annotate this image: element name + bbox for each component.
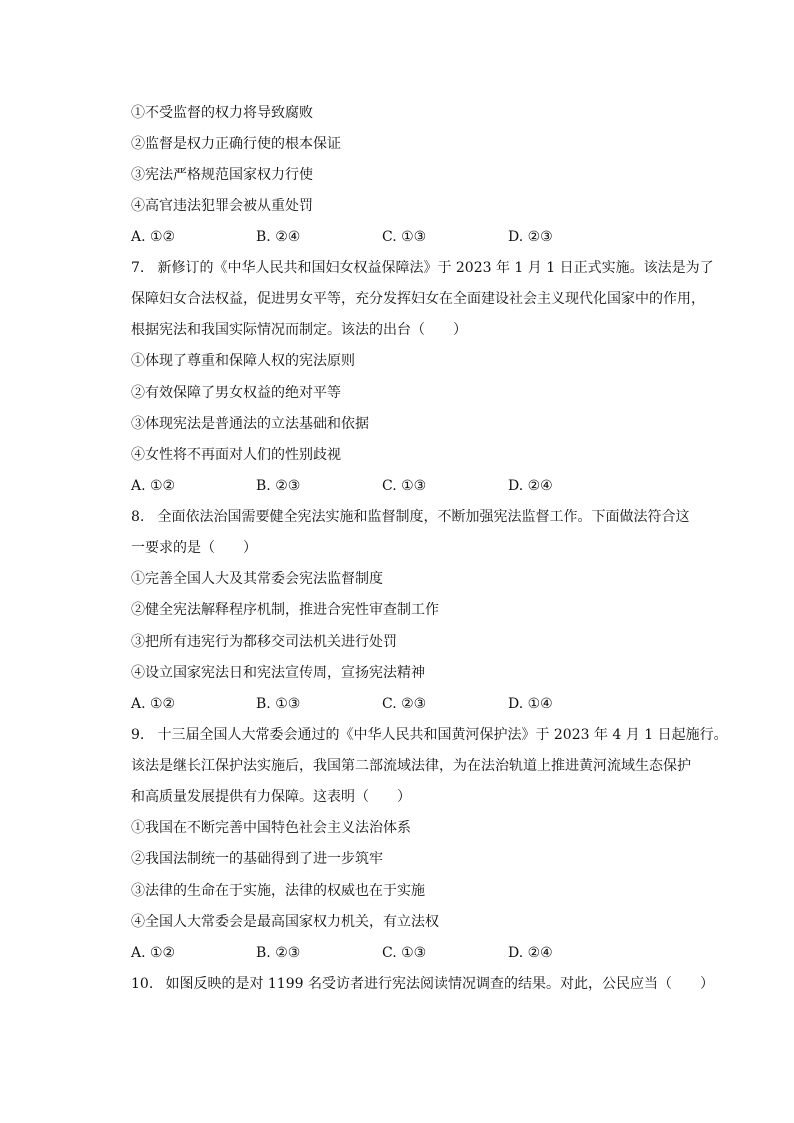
q7-number: 7. <box>131 260 145 276</box>
q8-choice-a[interactable]: A. ①② <box>131 696 176 712</box>
q9-option-2: ②我国法制统一的基础得到了进一步筑牢 <box>131 851 383 867</box>
q7-option-3: ③体现宪法是普通法的立法基础和依据 <box>131 416 369 432</box>
q9-choice-b[interactable]: B. ②③ <box>256 945 301 961</box>
q7-stem-text-1: 新修订的《中华人民共和国妇女权益保障法》于 2023 年 1 月 1 日正式实施。该法是为了 <box>157 260 714 276</box>
q8-option-1: ①完善全国人大及其常委会宪法监督制度 <box>131 571 383 587</box>
q7-option-1: ①体现了尊重和保障人权的宪法原则 <box>131 353 355 369</box>
q9-option-4: ④全国人大常委会是最高国家权力机关，有立法权 <box>131 914 439 930</box>
q9-choice-c[interactable]: C. ①③ <box>382 945 427 961</box>
q7-choice-a[interactable]: A. ①② <box>131 478 176 494</box>
q8-stem-line-1 <box>131 507 689 527</box>
q8-option-3: ③把所有违宪行为都移交司法机关进行处罚 <box>131 634 397 650</box>
q8-choice-d[interactable]: D. ①④ <box>508 696 553 712</box>
q8-choice-c[interactable]: C. ②③ <box>382 696 427 712</box>
q8-stem-text-1: 全面依法治国需要健全宪法实施和监督制度，不断加强宪法监督工作。下面做法符合这 <box>157 509 690 525</box>
q7-choice-b[interactable]: B. ②③ <box>256 478 301 494</box>
q6-choice-c[interactable]: C. ①③ <box>382 229 427 245</box>
q7-option-2: ②有效保障了男女权益的绝对平等 <box>131 385 341 401</box>
q8-option-4: ④设立国家宪法日和宪法宣传周，宣扬宪法精神 <box>131 665 425 681</box>
q7-stem-line-1 <box>131 258 714 278</box>
q7-choice-d[interactable]: D. ②④ <box>508 478 553 494</box>
q9-choice-d[interactable]: D. ②④ <box>508 945 553 961</box>
q9-stem-text-1: 十三届全国人大常委会通过的《中华人民共和国黄河保护法》于 2023 年 4 月 1 日起施行。 <box>157 727 728 743</box>
q10-stem-line-1 <box>131 974 714 994</box>
q9-option-1: ①我国在不断完善中国特色社会主义法治体系 <box>131 820 411 836</box>
q8-choices <box>131 694 691 714</box>
q9-stem-line-1 <box>131 725 728 745</box>
q10-stem-text-1: 如图反映的是对 1199 名受访者进行宪法阅读情况调查的结果。对此，公民应当（ ） <box>165 976 714 992</box>
q9-option-3: ③法律的生命在于实施，法律的权威也在于实施 <box>131 883 425 899</box>
q9-choices <box>131 943 691 963</box>
q8-stem-line-2: 一要求的是（ ） <box>131 540 257 556</box>
q8-choice-b[interactable]: B. ①③ <box>256 696 301 712</box>
q9-number: 9. <box>131 727 145 743</box>
q7-option-4: ④女性将不再面对人们的性别歧视 <box>131 447 341 463</box>
q6-option-3: ③宪法严格规范国家权力行使 <box>131 167 313 183</box>
q6-choice-b[interactable]: B. ②④ <box>256 229 301 245</box>
q6-choice-d[interactable]: D. ②③ <box>508 229 553 245</box>
q7-choice-c[interactable]: C. ①③ <box>382 478 427 494</box>
q9-choice-a[interactable]: A. ①② <box>131 945 176 961</box>
q6-choices <box>131 227 691 247</box>
q7-stem-line-3: 根据宪法和我国实际情况而制定。该法的出台（ ） <box>131 322 467 338</box>
q7-choices <box>131 476 691 496</box>
q9-stem-line-2: 该法是继长江保护法实施后，我国第二部流域法律，为在法治轨道上推进黄河流域生态保护 <box>131 758 691 774</box>
q6-option-4: ④高官违法犯罪会被从重处罚 <box>131 198 313 214</box>
q7-stem-line-2: 保障妇女合法权益，促进男女平等，充分发挥妇女在全面建设社会主义现代化国家中的作用， <box>131 291 705 307</box>
q6-choice-a[interactable]: A. ①② <box>131 229 176 245</box>
q6-option-2: ②监督是权力正确行使的根本保证 <box>131 136 341 152</box>
q8-number: 8. <box>131 509 145 525</box>
q9-stem-line-3: 和高质量发展提供有力保障。这表明（ ） <box>131 789 411 805</box>
q10-number: 10. <box>131 976 154 992</box>
q6-option-1: ①不受监督的权力将导致腐败 <box>131 105 313 121</box>
q8-option-2: ②健全宪法解释程序机制，推进合宪性审查制工作 <box>131 602 439 618</box>
